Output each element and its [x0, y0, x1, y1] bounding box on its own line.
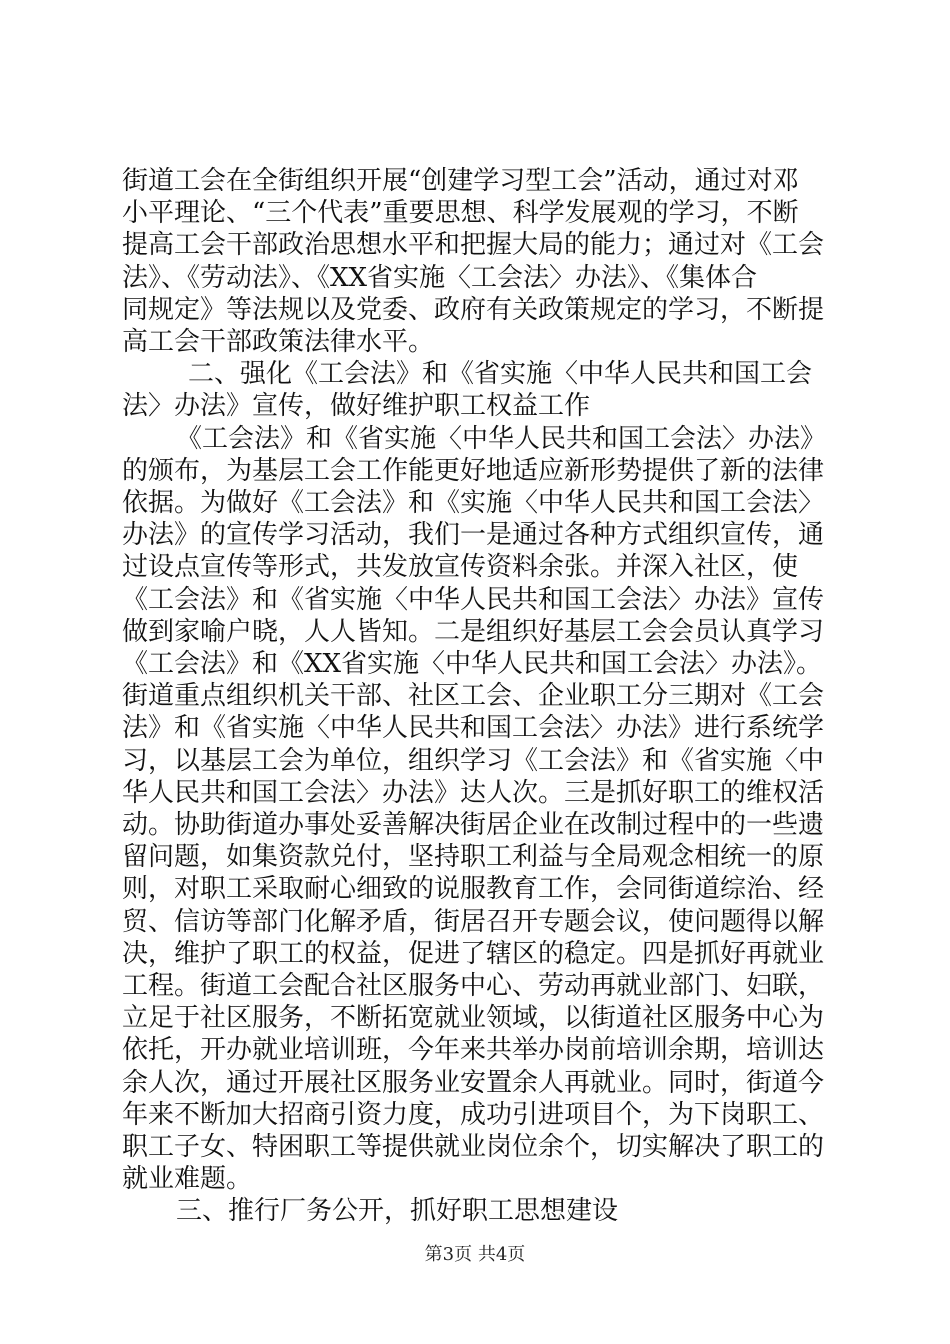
body-line: 的颁布，为基层工会工作能更好地适应新形势提供了新的法律 — [122, 455, 825, 486]
page-number-footer: 第3页 共4页 — [424, 1244, 526, 1265]
body-line: 过设点宣传等形式，共发放宣传资料余张。并深入社区，使 — [122, 552, 799, 583]
body-line: 工程。街道工会配合社区服务中心、劳动再就业部门、妇联， — [122, 971, 825, 1001]
body-line: 习，以基层工会为单位，组织学习《工会法》和《省实施〈中 — [122, 745, 825, 776]
body-line: 年来不断加大招商引资力度，成功引进项目个，为下岗职工、 — [122, 1099, 825, 1130]
body-line: 立足于社区服务，不断拓宽就业领域，以街道社区服务中心为 — [122, 1003, 825, 1034]
body-line: 依托，开办就业培训班，今年来共举办岗前培训余期，培训达 — [122, 1035, 825, 1066]
body-line: 做到家喻户晓，人人皆知。二是组织好基层工会会员认真学习 — [122, 616, 825, 647]
body-line: 余人次，通过开展社区服务业安置余人再就业。同时，街道今 — [122, 1067, 825, 1098]
body-line: 动。协助街道办事处妥善解决街居企业在改制过程中的一些遗 — [122, 810, 825, 840]
body-line: 同规定》等法规以及党委、政府有关政策规定的学习，不断提 — [122, 294, 825, 325]
body-line: 就业难题。 — [122, 1164, 253, 1195]
body-line: 法》和《省实施〈中华人民共和国工会法〉办法》进行系统学 — [122, 713, 825, 744]
body-line: 决，维护了职工的权益，促进了辖区的稳定。四是抓好再就业 — [122, 938, 825, 969]
body-line: 则，对职工采取耐心细致的说服教育工作，会同街道综治、经 — [122, 874, 825, 905]
section-heading-2-cont: 法〉办法》宣传，做好维护职工权益工作 — [122, 391, 591, 422]
body-line: 法》、《劳动法》、《XX省实施〈工会法〉办法》、《集体合 — [122, 262, 758, 293]
body-line: 职工子女、特困职工等提供就业岗位余个，切实解决了职工的 — [122, 1132, 825, 1162]
body-line: 依据。为做好《工会法》和《实施〈中华人民共和国工会法〉 — [122, 488, 825, 518]
body-line: 街道工会在全街组织开展“创建学习型工会”活动，通过对邓 — [122, 166, 799, 196]
body-line: 《工会法》和《XX省实施〈中华人民共和国工会法〉办法》。 — [122, 649, 823, 679]
body-line: 贸、信访等部门化解矛盾，街居召开专题会议，使问题得以解 — [122, 906, 825, 937]
body-line: 《工会法》和《省实施〈中华人民共和国工会法〉办法》 — [176, 423, 827, 454]
body-line: 《工会法》和《省实施〈中华人民共和国工会法〉办法》宣传 — [122, 584, 825, 615]
body-line: 高工会干部政策法律水平。 — [122, 327, 435, 357]
body-line: 小平理论、“三个代表”重要思想、科学发展观的学习，不断 — [122, 198, 799, 229]
section-heading-2: 二、强化《工会法》和《省实施〈中华人民共和国工会 — [188, 359, 813, 390]
body-line: 办法》的宣传学习活动，我们一是通过各种方式组织宣传，通 — [122, 520, 825, 551]
section-heading-3: 三、推行厂务公开，抓好职工思想建设 — [176, 1196, 619, 1227]
body-line: 华人民共和国工会法〉办法》达人次。三是抓好职工的维权活 — [122, 777, 825, 808]
body-line: 提高工会干部政治思想水平和把握大局的能力；通过对《工会 — [122, 230, 825, 261]
body-line: 街道重点组织机关干部、社区工会、企业职工分三期对《工会 — [122, 681, 825, 712]
body-line: 留问题，如集资款兑付，坚持职工利益与全局观念相统一的原 — [122, 842, 825, 873]
